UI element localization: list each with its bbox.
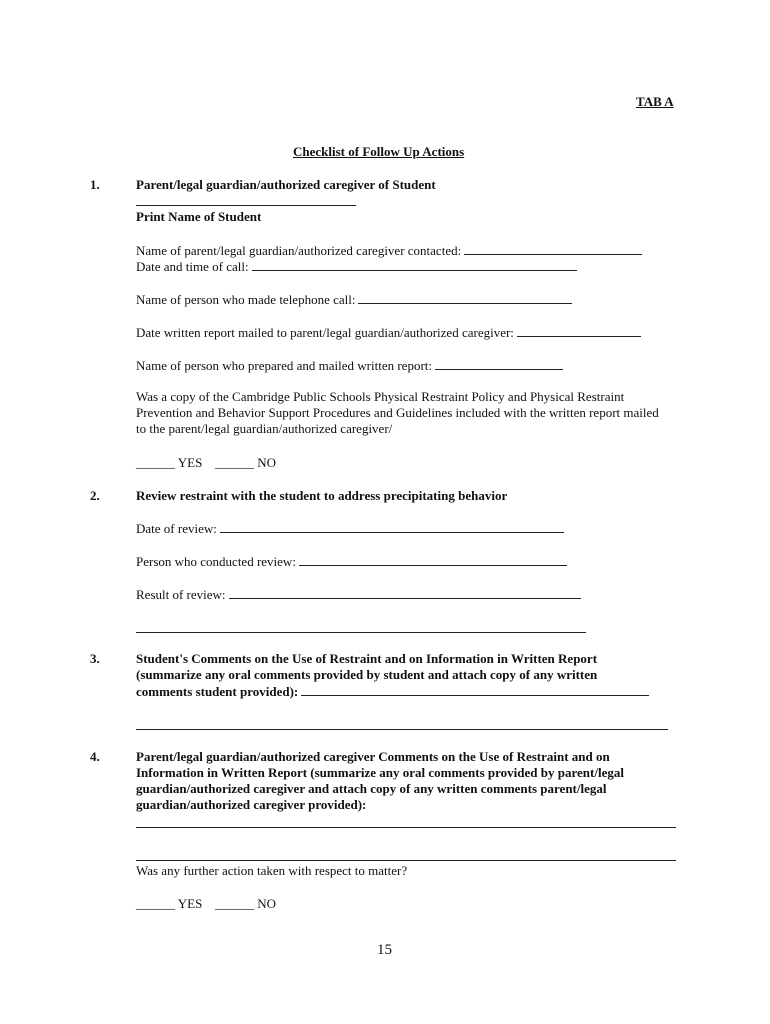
result-review-line-2[interactable] [136, 632, 586, 633]
s4-yes-option[interactable]: ______ YES [136, 896, 203, 911]
person-call-label: Name of person who made telephone call: [136, 292, 356, 307]
section-1-heading: Parent/legal guardian/authorized caregiver of Student [136, 177, 436, 192]
date-time-label: Date and time of call: [136, 259, 249, 274]
section-2-number: 2. [90, 488, 100, 503]
student-name-line[interactable] [136, 205, 356, 206]
contacted-field [136, 242, 642, 259]
section-3-heading-line-3: comments student provided): [136, 684, 299, 699]
section-4-heading-line-3: guardian/authorized caregiver and attach copy of any written comments parent/legal [136, 781, 607, 796]
prepared-label: Name of person who prepared and mailed written report: [136, 358, 433, 373]
date-time-field [136, 258, 577, 275]
page-title: Checklist of Follow Up Actions [293, 144, 465, 159]
print-name-label: Print Name of Student [136, 209, 262, 224]
report-mailed-line[interactable] [517, 324, 641, 337]
tab-label: TAB A [636, 94, 674, 109]
report-mailed-field [136, 324, 641, 341]
s4-no-option[interactable]: ______ NO [215, 896, 277, 911]
person-call-field [136, 291, 572, 308]
parent-comments-line-2[interactable] [136, 860, 676, 861]
section-4-heading-line-1: Parent/legal guardian/authorized caregiver Comments on the Use of Restraint and on [136, 749, 610, 764]
section-3-heading-line-1: Student's Comments on the Use of Restraint and on Information in Written Report [136, 651, 598, 666]
result-review-label: Result of review: [136, 587, 226, 602]
result-review-line[interactable] [229, 586, 581, 599]
section-4-heading-line-2: Information in Written Report (summarize any oral comments provided by parent/legal [136, 765, 624, 780]
parent-comments-line-1[interactable] [136, 827, 676, 828]
person-review-field [136, 553, 567, 570]
prepared-field [136, 357, 563, 374]
contacted-label: Name of parent/legal guardian/authorized caregiver contacted: [136, 243, 462, 258]
person-review-line[interactable] [299, 553, 567, 566]
section-4-number: 4. [90, 749, 100, 764]
section-4-heading-line-4: guardian/authorized caregiver provided): [136, 797, 367, 812]
student-comments-line[interactable] [301, 683, 649, 696]
s1-no-option[interactable]: ______ NO [215, 455, 277, 470]
section-3-number: 3. [90, 651, 100, 666]
date-time-line[interactable] [252, 258, 577, 271]
copy-question: Was a copy of the Cambridge Public Schools Physical Restraint Policy and Physical Restraint Prevention and Behavior Support Procedures and Guidelines included with the written report mailed to the parent/legal guardian/authorized caregiver/ [136, 389, 659, 436]
further-action-question: Was any further action taken with respect to matter? [136, 863, 408, 878]
contacted-line[interactable] [464, 242, 642, 255]
date-review-field [136, 520, 564, 537]
date-review-label: Date of review: [136, 521, 217, 536]
person-review-label: Person who conducted review: [136, 554, 296, 569]
person-call-line[interactable] [358, 291, 572, 304]
date-review-line[interactable] [220, 520, 564, 533]
section-3-comments-field [136, 683, 649, 700]
student-comments-line-2[interactable] [136, 729, 668, 730]
section-2-heading: Review restraint with the student to address precipitating behavior [136, 488, 508, 503]
page-number: 15 [377, 942, 392, 958]
report-mailed-label: Date written report mailed to parent/legal guardian/authorized caregiver: [136, 325, 514, 340]
prepared-line[interactable] [435, 357, 563, 370]
section-3-heading-line-2: (summarize any oral comments provided by student and attach copy of any written [136, 667, 598, 682]
section-1-number: 1. [90, 177, 100, 192]
s1-yes-option[interactable]: ______ YES [136, 455, 203, 470]
result-review-field [136, 586, 581, 603]
